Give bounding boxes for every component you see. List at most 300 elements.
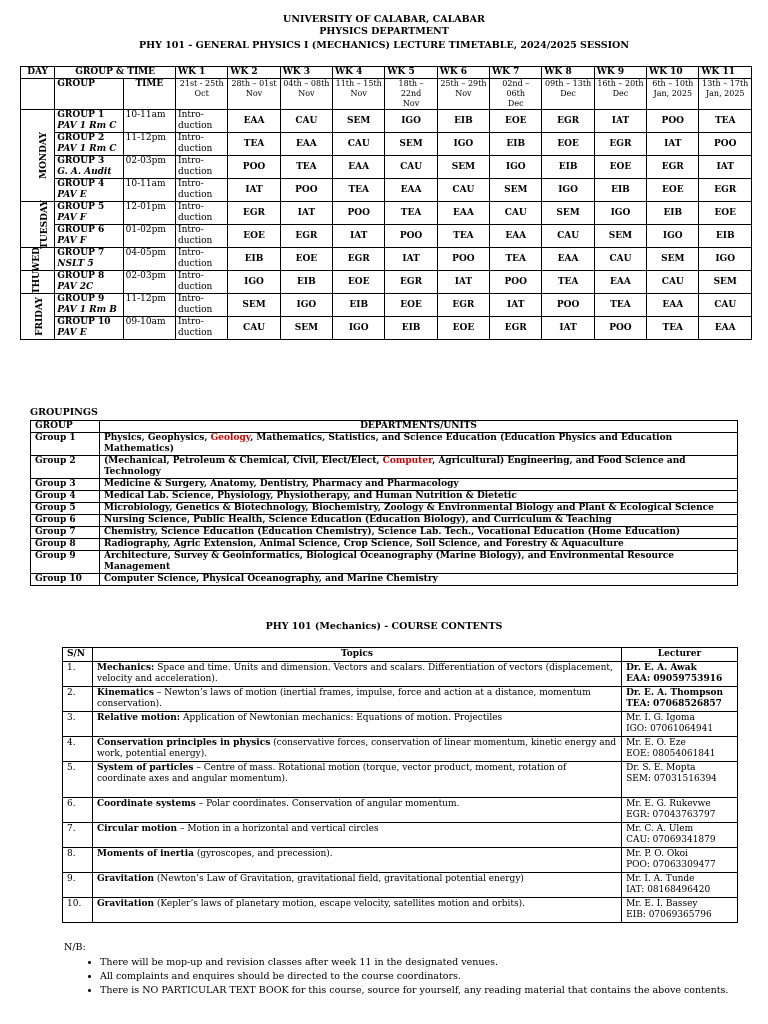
week-month: Nov <box>350 89 367 98</box>
week-date-range: 04th – 08th <box>283 79 330 88</box>
group-time: 10-11am <box>123 110 175 133</box>
dept-text: Medicine & Surgery, Anatomy, Dentistry, Pharmacy and Pharmacology <box>104 479 459 489</box>
lecturer-code: EOE <box>542 133 594 156</box>
lecturer-code: TEA <box>228 133 280 156</box>
lecturer-code: EAA <box>437 202 489 225</box>
day-name: THU <box>32 270 43 294</box>
group-venue: PAV 1 Rm B <box>57 305 117 315</box>
group-time: 09-10am <box>123 317 175 340</box>
lecturer-code: IGO <box>647 225 699 248</box>
topic-name: Mechanics: <box>96 663 155 673</box>
topic-description: – Newton’s laws of motion (inertial frames, impulse, force and action at a distance, momentum conservation). <box>96 688 591 709</box>
topic-description: (conservative forces, conservation of linear momentum, kinetic energy and work, potential energy). <box>96 738 617 759</box>
lecturer-code: IGO <box>333 317 385 340</box>
week-dates <box>228 79 280 110</box>
course-lecturer <box>622 712 738 737</box>
lecturer-code: EAA <box>594 271 646 294</box>
day-subheader-blank <box>21 79 55 110</box>
grouping-departments <box>100 503 738 515</box>
lecturer-code: CAU <box>594 248 646 271</box>
lecturer-name: Mr. E. I. Bassey <box>626 899 698 909</box>
lecturer-code: SEM <box>542 202 594 225</box>
lecturer-code: SEM <box>699 271 752 294</box>
lecturer-code: TEA <box>647 317 699 340</box>
topic-description: Application of Newtonian mechanics: Equations of motion. Projectiles <box>180 713 503 723</box>
lecturer-code: POO <box>228 156 280 179</box>
course-lecturer <box>622 798 738 823</box>
dept-text: Nursing Science, Public Health, Science Education (Education Biology), and Curriculum & Teaching <box>104 515 612 525</box>
course-row <box>63 823 738 848</box>
group-time: 11-12pm <box>123 294 175 317</box>
grouping-departments <box>100 551 738 574</box>
grouping-row <box>31 574 738 586</box>
lecturer-name: Dr. E. A. Thompson <box>626 688 724 698</box>
university-title: UNIVERSITY OF CALABAR, CALABAR <box>283 14 485 25</box>
week-header: WK 5 <box>385 67 437 79</box>
course-lecturer <box>622 687 738 712</box>
group-name: GROUP 9 <box>57 294 105 304</box>
group-cell <box>55 294 123 317</box>
group-name: GROUP 8 <box>57 271 105 281</box>
lecturer-code: EAA <box>699 317 752 340</box>
week-header: WK 10 <box>647 67 699 79</box>
group-venue: PAV 1 Rm C <box>57 144 117 154</box>
grouping-row <box>31 456 738 479</box>
week-dates <box>647 79 699 110</box>
group-name: GROUP 5 <box>57 202 105 212</box>
course-row <box>63 848 738 873</box>
group-cell <box>55 133 123 156</box>
grouping-departments <box>100 479 738 491</box>
lecturer-code: POO <box>490 271 542 294</box>
lecturer-code: IGO <box>490 156 542 179</box>
dept-text: Medical Lab. Science, Physiology, Physiotherapy, and Human Nutrition & Dietetic <box>104 491 517 501</box>
group-time: 02-03pm <box>123 156 175 179</box>
lecturer-code: EAA <box>647 294 699 317</box>
grouping-departments <box>100 574 738 586</box>
lecturer-phone: EOE: 08054061841 <box>626 749 716 759</box>
lecturer-code: EGR <box>594 133 646 156</box>
week-header: WK 7 <box>490 67 542 79</box>
week-date-range: 25th – 29th <box>440 79 487 88</box>
lecturer-code: SEM <box>228 294 280 317</box>
course-col-lecturer: Lecturer <box>622 648 738 662</box>
course-topic <box>92 712 621 737</box>
week-header: WK 9 <box>594 67 646 79</box>
lecturer-code: IAT <box>280 202 332 225</box>
week-date-range: 02nd – 06th <box>502 79 530 98</box>
week-date-range: 16th – 20th <box>597 79 644 88</box>
lecturer-code: EAA <box>385 179 437 202</box>
intro-cell: Intro-duction <box>176 294 228 317</box>
lecturer-phone: CAU: 07069341879 <box>626 835 716 845</box>
course-topic <box>92 687 621 712</box>
lecturer-phone: EIB: 07069365796 <box>626 910 712 920</box>
dept-highlight: Geology <box>210 433 251 443</box>
dept-highlight: Computer <box>382 456 433 466</box>
grouping-row <box>31 527 738 539</box>
week-month: Dec <box>507 99 524 108</box>
topic-description: – Polar coordinates. Conservation of angular momentum. <box>195 799 460 809</box>
week-month: Nov <box>455 89 472 98</box>
lecturer-code: CAU <box>647 271 699 294</box>
lecturer-code: EGR <box>385 271 437 294</box>
lecturer-code: IAT <box>699 156 752 179</box>
grouping-departments <box>100 491 738 503</box>
course-row <box>63 898 738 923</box>
timetable-row <box>21 271 752 294</box>
lecturer-code: EOE <box>647 179 699 202</box>
lecturer-code: IGO <box>594 202 646 225</box>
intro-cell: Intro-duction <box>176 156 228 179</box>
group-time: 11-12pm <box>123 133 175 156</box>
course-row <box>63 662 738 687</box>
group-cell <box>55 179 123 202</box>
course-topic <box>92 848 621 873</box>
week-date-range: 09th – 13th <box>545 79 592 88</box>
group-cell <box>55 248 123 271</box>
lecturer-code: IGO <box>228 271 280 294</box>
grouping-row <box>31 539 738 551</box>
lecturer-name: Dr. E. A. Awak <box>626 663 697 673</box>
lecturer-code: IGO <box>280 294 332 317</box>
week-month: Dec <box>560 89 576 98</box>
lecturer-code: EIB <box>333 294 385 317</box>
lecturer-code: EOE <box>333 271 385 294</box>
lecturer-code: IAT <box>385 248 437 271</box>
grouping-departments <box>100 527 738 539</box>
week-date-range: 6th – 10th <box>652 79 694 88</box>
lecturer-code: EIB <box>542 156 594 179</box>
grouping-group: Group 4 <box>31 491 100 503</box>
group-name: GROUP 7 <box>57 248 105 258</box>
lecturer-phone: EAA: 09059753916 <box>626 674 723 684</box>
week-month: Nov <box>298 89 315 98</box>
lecturer-code: IAT <box>594 110 646 133</box>
course-lecturer <box>622 762 738 798</box>
lecturer-code: IAT <box>228 179 280 202</box>
lecturer-code: SEM <box>333 110 385 133</box>
lecturer-code: CAU <box>280 110 332 133</box>
lecturer-code: EOE <box>699 202 752 225</box>
dept-text: (Mechanical, Petroleum & Chemical, Civil, Elect/Elect, <box>104 456 383 466</box>
lecturer-name: Mr. I. A. Tunde <box>626 874 695 884</box>
lecturer-code: POO <box>542 294 594 317</box>
group-name: GROUP 1 <box>57 110 105 120</box>
lecturer-code: EGR <box>542 110 594 133</box>
timetable-row <box>21 294 752 317</box>
course-lecturer <box>622 662 738 687</box>
day-label <box>21 248 55 271</box>
lecturer-code: EOE <box>594 156 646 179</box>
lecturer-code: EAA <box>228 110 280 133</box>
group-cell <box>55 271 123 294</box>
topic-name: Conservation principles in physics <box>96 738 271 748</box>
lecturer-code: CAU <box>437 179 489 202</box>
group-venue: PAV 1 Rm C <box>57 121 117 131</box>
lecturer-code: POO <box>647 110 699 133</box>
intro-cell: Intro-duction <box>176 133 228 156</box>
grouping-departments <box>100 433 738 456</box>
topic-name: Gravitation <box>96 874 155 884</box>
group-time: 04-05pm <box>123 248 175 271</box>
timetable-row <box>21 317 752 340</box>
group-time: 10-11am <box>123 179 175 202</box>
dept-text: , Mathematics, Statistics, and Science Education (Education Physics and Education Mathematics) <box>104 433 673 454</box>
lecturer-code: EGR <box>699 179 752 202</box>
week-header: WK 8 <box>542 67 594 79</box>
lecturer-code: CAU <box>333 133 385 156</box>
course-col-topics: Topics <box>92 648 621 662</box>
lecturer-code: EGR <box>280 225 332 248</box>
day-label <box>21 202 55 248</box>
lecturer-code: POO <box>333 202 385 225</box>
lecturer-code: SEM <box>490 179 542 202</box>
lecturer-code: IGO <box>437 133 489 156</box>
group-name: GROUP 4 <box>57 179 105 189</box>
lecturer-name: Mr. I. G. Igoma <box>626 713 695 723</box>
dept-text: Architecture, Survey & Geoinformatics, Biological Oceanography (Marine Biology), and Environmental Resource Management <box>104 551 674 572</box>
week-month: Nov <box>245 89 263 98</box>
lecturer-code: IAT <box>542 317 594 340</box>
grouping-group: Group 6 <box>31 515 100 527</box>
week-header: WK 6 <box>437 67 489 79</box>
lecturer-code: EGR <box>333 248 385 271</box>
timetable-row <box>21 202 752 225</box>
col-group-time: GROUP & TIME <box>55 67 176 79</box>
course-row <box>63 798 738 823</box>
lecturer-code: SEM <box>594 225 646 248</box>
group-time: 12-01pm <box>123 202 175 225</box>
week-header: WK 4 <box>333 67 385 79</box>
lecturer-code: EIB <box>437 110 489 133</box>
lecturer-code: TEA <box>542 271 594 294</box>
course-contents-table <box>62 647 738 923</box>
course-lecturer <box>622 898 738 923</box>
lecture-timetable <box>20 66 752 340</box>
course-topic <box>92 662 621 687</box>
group-cell <box>55 110 123 133</box>
lecturer-code: TEA <box>280 156 332 179</box>
col-day: DAY <box>21 67 55 79</box>
lecturer-name: Mr. E. O. Eze <box>626 738 686 748</box>
lecturer-code: TEA <box>385 202 437 225</box>
week-dates <box>437 79 489 110</box>
topic-description: (Kepler’s laws of planetary motion, escape velocity, satellites motion and orbits). <box>154 899 525 909</box>
group-venue: PAV E <box>57 190 87 200</box>
lecturer-code: POO <box>437 248 489 271</box>
group-time: 01-02pm <box>123 225 175 248</box>
lecturer-code: SEM <box>647 248 699 271</box>
topic-description: (Newton’s Law of Gravitation, gravitational field, gravitational potential energy) <box>154 874 524 884</box>
topic-name: Kinematics <box>96 688 154 698</box>
week-month: Jan, 2025 <box>653 89 693 98</box>
course-sn: 1. <box>63 662 93 687</box>
lecturer-phone: IAT: 08168496420 <box>626 885 711 895</box>
topic-description: (gyroscopes, and precession). <box>193 849 333 859</box>
lecturer-phone: SEM: 07031516394 <box>626 774 717 784</box>
lecturer-code: EOE <box>437 317 489 340</box>
lecturer-code: POO <box>699 133 752 156</box>
notes-label: N/B: <box>64 942 86 953</box>
lecturer-code: EGR <box>647 156 699 179</box>
group-name: GROUP 10 <box>57 317 111 327</box>
timetable-row <box>21 133 752 156</box>
week-date-range: 21st - 25th <box>179 79 224 88</box>
course-row <box>63 737 738 762</box>
group-time: 02-03pm <box>123 271 175 294</box>
course-sn: 4. <box>63 737 93 762</box>
course-contents-title: PHY 101 (Mechanics) - COURSE CONTENTS <box>265 621 503 632</box>
intro-cell: Intro-duction <box>176 271 228 294</box>
lecturer-code: POO <box>594 317 646 340</box>
lecturer-code: CAU <box>385 156 437 179</box>
course-sn: 3. <box>63 712 93 737</box>
timetable-row <box>21 225 752 248</box>
lecturer-code: EAA <box>490 225 542 248</box>
dept-text: Computer Science, Physical Oceanography, and Marine Chemistry <box>104 574 438 584</box>
topic-description: – Centre of mass. Rotational motion (torque, vector product, moment, rotation of coordinate axes and angular momentum). <box>96 763 567 784</box>
lecturer-code: CAU <box>490 202 542 225</box>
lecturer-code: IGO <box>385 110 437 133</box>
week-month: Jan, 2025 <box>705 89 745 98</box>
week-dates <box>542 79 594 110</box>
group-cell <box>55 202 123 225</box>
topic-name: Circular motion <box>96 824 178 834</box>
week-dates <box>699 79 752 110</box>
grouping-group: Group 2 <box>31 456 100 479</box>
lecturer-code: EOE <box>280 248 332 271</box>
week-header: WK 1 <box>176 67 228 79</box>
week-header: WK 2 <box>228 67 280 79</box>
group-cell <box>55 317 123 340</box>
lecturer-code: TEA <box>333 179 385 202</box>
note-item: • There will be mop-up and revision classes after week 11 in the designated venues. <box>100 956 760 970</box>
day-label <box>21 271 55 294</box>
timetable-row <box>21 248 752 271</box>
group-cell <box>55 225 123 248</box>
lecturer-code: SEM <box>280 317 332 340</box>
group-venue: G. A. Audit <box>57 167 112 177</box>
day-label <box>21 294 55 340</box>
lecturer-code: EAA <box>333 156 385 179</box>
course-topic <box>92 823 621 848</box>
course-topic <box>92 798 621 823</box>
lecturer-code: EOE <box>385 294 437 317</box>
course-col-sn: S/N <box>63 648 93 662</box>
day-name: TUESDAY <box>39 200 50 249</box>
topic-name: Gravitation <box>96 899 155 909</box>
lecturer-code: EAA <box>280 133 332 156</box>
dept-text: Chemistry, Science Education (Education Chemistry), Science Lab. Tech., Vocational Education (Home Education) <box>104 527 681 537</box>
grouping-group: Group 10 <box>31 574 100 586</box>
week-dates <box>333 79 385 110</box>
timetable-row <box>21 156 752 179</box>
grouping-departments <box>100 456 738 479</box>
course-lecturer <box>622 737 738 762</box>
lecturer-code: IAT <box>333 225 385 248</box>
day-label <box>21 110 55 202</box>
group-venue: PAV F <box>57 236 87 246</box>
group-name: GROUP 6 <box>57 225 105 235</box>
lecturer-name: Mr. C. A. Ulem <box>626 824 694 834</box>
group-venue: NSLT 5 <box>57 259 94 269</box>
week-dates <box>176 79 228 110</box>
course-lecturer <box>622 823 738 848</box>
intro-cell: Intro-duction <box>176 179 228 202</box>
lecturer-code: EIB <box>699 225 752 248</box>
lecturer-name: Dr. S. E. Mopta <box>626 763 696 773</box>
day-name: MONDAY <box>38 132 49 179</box>
note-item: • All complaints and enquires should be directed to the course coordinators. <box>100 970 760 984</box>
timetable-row <box>21 110 752 133</box>
grouping-group: Group 3 <box>31 479 100 491</box>
grouping-row <box>31 479 738 491</box>
lecturer-code: CAU <box>699 294 752 317</box>
grouping-departments <box>100 515 738 527</box>
group-name: GROUP 3 <box>57 156 105 166</box>
grouping-group: Group 1 <box>31 433 100 456</box>
lecturer-code: EIB <box>594 179 646 202</box>
grouping-departments <box>100 539 738 551</box>
group-cell <box>55 156 123 179</box>
course-sn: 9. <box>63 873 93 898</box>
course-row <box>63 687 738 712</box>
lecturer-code: TEA <box>594 294 646 317</box>
group-name: GROUP 2 <box>57 133 105 143</box>
intro-cell: Intro-duction <box>176 248 228 271</box>
week-month: Oct <box>194 89 209 98</box>
week-month: Dec <box>612 89 629 98</box>
lecturer-phone: IGO: 07061064941 <box>626 724 714 734</box>
course-sn: 6. <box>63 798 93 823</box>
week-dates <box>385 79 437 110</box>
topic-name: Moments of inertia <box>96 849 194 859</box>
day-name: FRIDAY <box>34 297 45 336</box>
intro-cell: Intro-duction <box>176 317 228 340</box>
course-topic <box>92 873 621 898</box>
lecturer-code: EOE <box>228 225 280 248</box>
lecturer-code: IGO <box>542 179 594 202</box>
group-venue: PAV E <box>57 328 87 338</box>
course-sn: 8. <box>63 848 93 873</box>
course-sn: 7. <box>63 823 93 848</box>
lecturer-code: EIB <box>228 248 280 271</box>
week-date-range: 13th – 17th <box>702 79 749 88</box>
topic-description: Space and time. Units and dimension. Vectors and scalars. Differentiation of vectors (displacement, velocity and acceleration). <box>96 663 613 684</box>
lecturer-code: EIB <box>647 202 699 225</box>
lecturer-code: SEM <box>385 133 437 156</box>
group-venue: PAV 2C <box>57 282 94 292</box>
course-lecturer <box>622 848 738 873</box>
day-name: WED <box>32 246 43 272</box>
dept-text: Radiography, Agric Extension, Animal Science, Crop Science, Soil Science, and Forestry & Aquaculture <box>104 539 624 549</box>
note-item: • There is NO PARTICULAR TEXT BOOK for this course, source for yourself, any reading material that contains the above contents. <box>100 984 760 998</box>
col-time: TIME <box>123 79 175 110</box>
groupings-table <box>30 420 738 586</box>
course-topic <box>92 898 621 923</box>
lecturer-code: EIB <box>490 133 542 156</box>
dept-text: Microbiology, Genetics & Biotechnology, Biochemistry, Zoology & Environmental Biology and Plant & Ecological Science <box>104 503 714 513</box>
lecturer-code: CAU <box>542 225 594 248</box>
topic-description: – Motion in a horizontal and vertical circles <box>177 824 379 834</box>
grouping-group: Group 8 <box>31 539 100 551</box>
topic-name: System of particles <box>96 763 194 773</box>
week-date-range: 18th – 22nd <box>398 79 424 98</box>
lecturer-code: EGR <box>228 202 280 225</box>
notes-list <box>80 956 760 998</box>
lecturer-code: IAT <box>437 271 489 294</box>
